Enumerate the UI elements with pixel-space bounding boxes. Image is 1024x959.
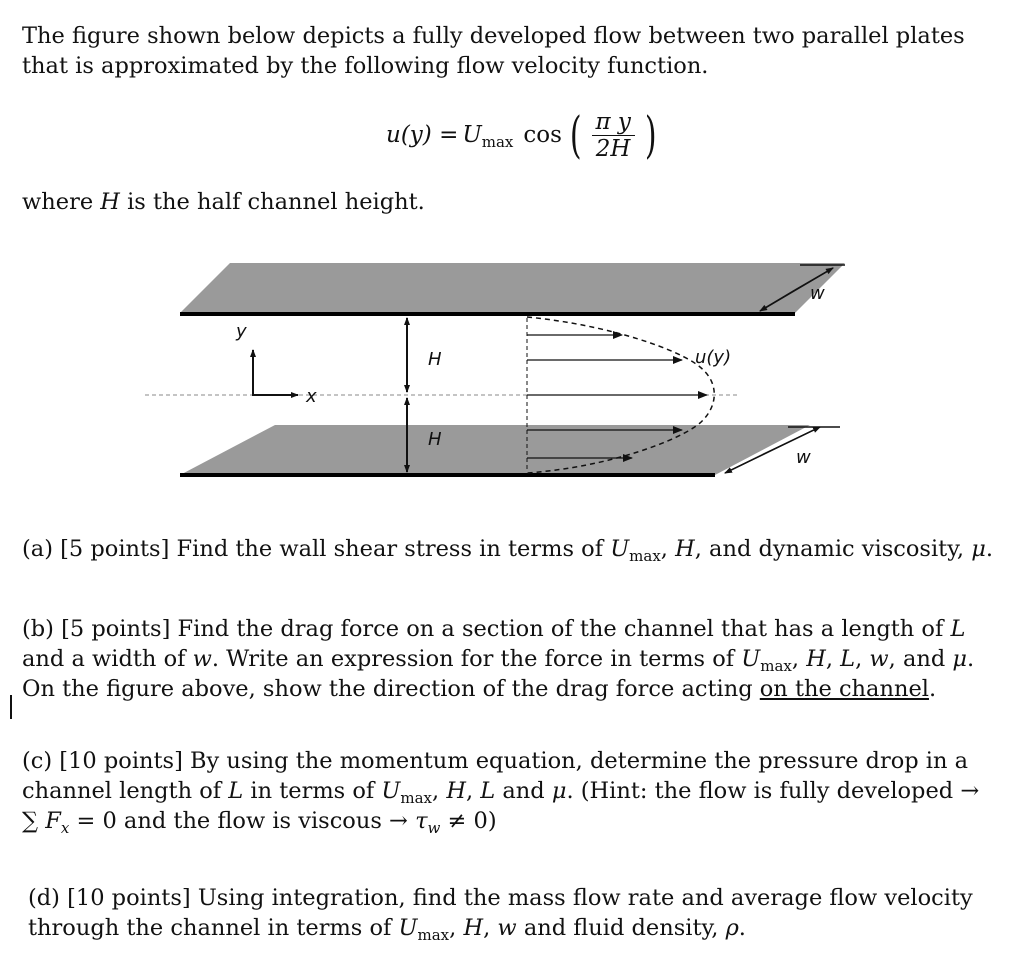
text-fragment: max	[400, 789, 433, 807]
text-fragment: μ	[971, 536, 986, 562]
text-fragment: w	[497, 915, 517, 941]
left-paren-icon: (	[569, 106, 582, 164]
text-fragment: U	[610, 536, 630, 562]
text-cursor	[10, 695, 12, 719]
text-fragment: H	[446, 778, 466, 804]
text-fragment: ρ	[725, 915, 739, 941]
bottom-plate	[180, 425, 810, 475]
where-pre: where	[22, 189, 101, 215]
text-fragment: ,	[465, 778, 481, 804]
where-line	[22, 187, 1000, 217]
text-fragment: ,	[791, 646, 807, 672]
label-h-bottom: H	[428, 429, 442, 450]
text-fragment: .	[928, 676, 937, 702]
formula-fraction	[591, 109, 634, 162]
text-fragment: U	[741, 646, 761, 672]
text-fragment: max	[760, 657, 792, 675]
text-fragment: ,	[825, 646, 841, 672]
text-fragment: w	[869, 646, 889, 672]
text-fragment: ≠ 0)	[440, 808, 497, 834]
text-fragment: L	[950, 616, 966, 642]
label-h-top: H	[428, 349, 442, 370]
label-w-top: w	[810, 283, 825, 304]
label-x: x	[306, 386, 317, 407]
text-fragment: x	[60, 819, 70, 837]
text-fragment: ,	[660, 536, 676, 562]
text-fragment: L	[480, 778, 496, 804]
text-fragment: . On the figure above, show the direction of the drag force acting	[22, 646, 975, 702]
text-fragment: L	[840, 646, 856, 672]
text-fragment: L	[228, 778, 244, 804]
text-fragment: τ	[415, 808, 428, 834]
text-fragment: U	[398, 915, 418, 941]
text-fragment: ,	[855, 646, 870, 672]
formula-lhs: u(y) =	[386, 122, 459, 148]
label-w-bottom: w	[796, 447, 811, 468]
text-fragment: μ	[952, 646, 968, 672]
intro-paragraph	[22, 21, 1000, 81]
text-fragment: U	[462, 122, 482, 148]
text-fragment: in terms of	[243, 778, 382, 804]
intro-text: The figure shown below depicts a fully developed flow between two parallel plates that is approximated by the following flow velocity function.	[22, 23, 965, 79]
text-fragment: .	[738, 915, 746, 941]
channel-flow-figure	[140, 255, 860, 485]
text-fragment: ,	[449, 915, 464, 941]
velocity-formula	[386, 104, 660, 166]
text-fragment: max	[629, 547, 661, 565]
text-fragment: (d) [10 points] Using integration, find the mass flow rate and average flow velocity through the channel in terms of	[28, 885, 973, 941]
text-fragment: (a) [5 points] Find the wall shear stress in terms of	[22, 536, 611, 562]
text-fragment: w	[192, 646, 212, 672]
question-b	[22, 614, 1000, 704]
text-fragment: ,	[483, 915, 498, 941]
text-fragment: and a width of	[22, 646, 193, 672]
text-fragment: H	[675, 536, 695, 562]
text-fragment: and fluid density,	[516, 915, 726, 941]
where-post: is the half channel height.	[119, 189, 425, 215]
text-fragment: , and dynamic viscosity,	[694, 536, 972, 562]
text-fragment: μ	[551, 778, 567, 804]
right-paren-icon: )	[644, 106, 657, 164]
text-fragment: F	[45, 808, 61, 834]
question-a	[22, 534, 1000, 564]
text-fragment: = 0 and the flow is viscous →	[69, 808, 416, 834]
text-fragment: ,	[432, 778, 447, 804]
underlined-phrase: on the channel	[759, 676, 929, 702]
text-fragment: (c) [10 points] By using the momentum equation, determine the pressure drop in a channel length of	[22, 748, 969, 804]
text-fragment: w	[427, 819, 441, 837]
text-fragment: H	[806, 646, 826, 672]
text-fragment: . (Hint: the flow is fully developed → ∑	[22, 778, 980, 834]
text-fragment: U	[381, 778, 401, 804]
text-fragment: H	[463, 915, 484, 941]
question-c	[22, 746, 1000, 836]
text-fragment: (b) [5 points] Find the drag force on a section of the channel that has a length of	[22, 616, 951, 642]
where-var: H	[100, 189, 120, 215]
label-y: y	[236, 321, 247, 342]
question-d	[28, 883, 1000, 943]
text-fragment: max	[417, 926, 450, 944]
text-fragment: max	[481, 133, 514, 151]
text-fragment: , and	[888, 646, 953, 672]
formula-denominator: 2H	[592, 135, 635, 162]
formula-cos: cos	[523, 122, 562, 148]
label-u-of-y: u(y)	[695, 347, 732, 368]
text-fragment: .	[985, 536, 993, 562]
top-plate	[180, 263, 845, 313]
formula-numerator: π y	[595, 108, 631, 135]
formula-umax	[462, 122, 514, 151]
text-fragment: . Write an expression for the force in terms of	[211, 646, 742, 672]
text-fragment: and	[495, 778, 552, 804]
